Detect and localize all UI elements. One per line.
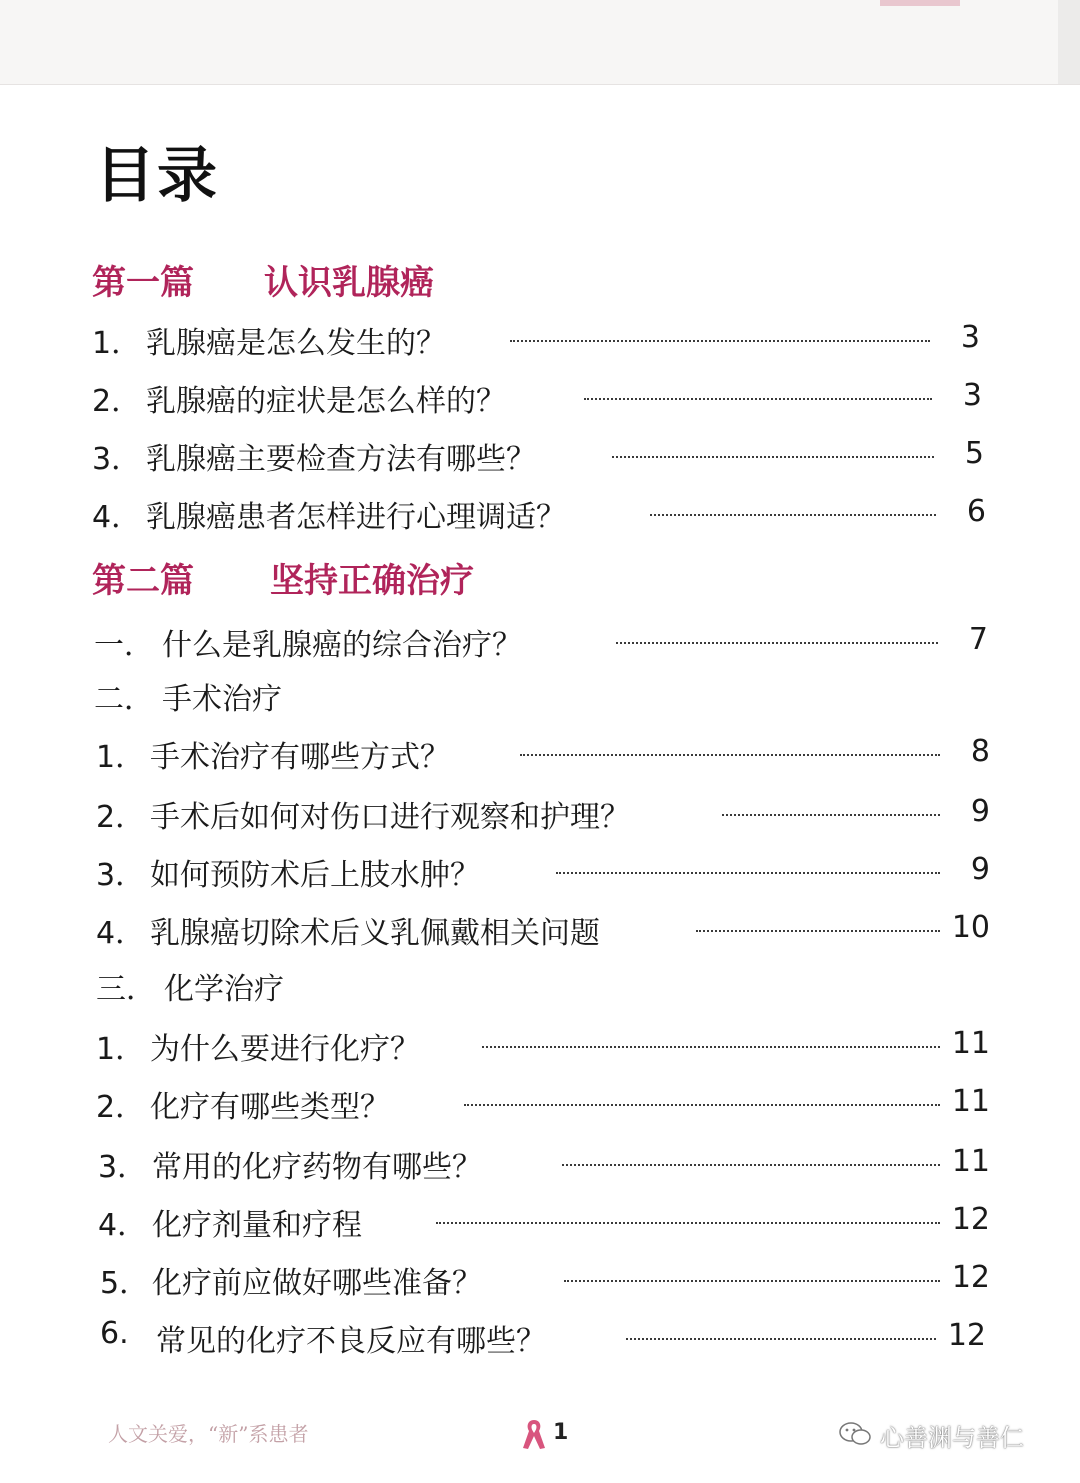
dot-leader [612, 456, 934, 458]
toc-entry[interactable] [0, 372, 1080, 419]
toc-entry[interactable] [0, 616, 1080, 663]
entry-title: 手术后如何对伤口进行观察和护理？ [150, 800, 630, 835]
entry-number: 1． [96, 740, 146, 775]
entry-page: 9 [970, 794, 990, 829]
entry-number: 4． [96, 916, 146, 951]
entry-title: 如何预防术后上肢水肿？ [150, 858, 480, 893]
entry-number: 1． [92, 326, 142, 361]
entry-page: 12 [951, 1202, 990, 1237]
entry-number: 2． [96, 800, 146, 835]
entry-title: 手术治疗 [162, 682, 282, 717]
dot-leader [722, 814, 940, 816]
dot-leader [562, 1164, 940, 1166]
entry-title: 常见的化疗不良反应有哪些？ [156, 1324, 546, 1359]
entry-title: 乳腺癌的症状是怎么样的？ [146, 384, 506, 419]
toc-subheading[interactable] [0, 960, 1080, 1007]
entry-number: 3． [96, 858, 146, 893]
pink-ribbon-icon [520, 1418, 548, 1452]
entry-number: 4． [98, 1208, 148, 1243]
page-top-edge [0, 0, 1080, 85]
toc-entry[interactable] [0, 1254, 1080, 1301]
page-right-edge [1058, 0, 1080, 84]
entry-page: 5 [964, 436, 984, 471]
entry-title: 化疗有哪些类型？ [150, 1090, 390, 1125]
entry-number: 2． [96, 1090, 146, 1125]
entry-number: 5． [100, 1266, 150, 1301]
chat-bubbles-icon [838, 1420, 872, 1448]
entry-page: 6 [966, 494, 986, 529]
entry-number: 3． [92, 442, 142, 477]
entry-page: 12 [947, 1318, 986, 1353]
entry-title: 化学治疗 [164, 972, 284, 1007]
toc-entry[interactable] [0, 1138, 1080, 1185]
entry-number: 2． [92, 384, 142, 419]
dot-leader [696, 930, 940, 932]
entry-page: 10 [951, 910, 990, 945]
toc-entry[interactable] [0, 728, 1080, 775]
dot-leader [616, 642, 938, 644]
entry-title: 乳腺癌是怎么发生的？ [146, 326, 446, 361]
entry-title: 乳腺癌切除术后义乳佩戴相关问题 [150, 916, 600, 951]
section-label: 第一篇 [92, 263, 194, 303]
top-pink-mark [880, 0, 960, 6]
toc-entry[interactable] [0, 1020, 1080, 1067]
entry-number: 三． [96, 972, 156, 1007]
entry-title: 乳腺癌主要检查方法有哪些？ [146, 442, 536, 477]
entry-title: 什么是乳腺癌的综合治疗？ [162, 628, 522, 663]
dot-leader [556, 872, 940, 874]
entry-title: 化疗前应做好哪些准备？ [152, 1266, 482, 1301]
entry-number: 二． [94, 682, 154, 717]
entry-number: 3． [98, 1150, 148, 1185]
dot-leader [650, 514, 936, 516]
entry-page: 11 [951, 1084, 990, 1119]
toc-entry[interactable] [0, 430, 1080, 477]
entry-title: 常用的化疗药物有哪些？ [152, 1150, 482, 1185]
entry-number: 4． [92, 500, 142, 535]
entry-page: 3 [962, 378, 982, 413]
toc-entry[interactable] [0, 846, 1080, 893]
section-name: 坚持正确治疗 [270, 561, 474, 601]
dot-leader [520, 754, 940, 756]
dot-leader [436, 1222, 940, 1224]
dot-leader [626, 1338, 936, 1340]
section-heading-1 [92, 255, 434, 304]
entry-number: 6. [100, 1316, 129, 1351]
entry-number: 一． [94, 628, 154, 663]
section-label: 第二篇 [92, 561, 194, 601]
toc-entry[interactable] [0, 904, 1080, 951]
entry-page: 8 [970, 734, 990, 769]
toc-entry[interactable] [0, 314, 1080, 361]
entry-page: 11 [951, 1144, 990, 1179]
toc-entry[interactable] [0, 788, 1080, 835]
dot-leader [510, 340, 930, 342]
watermark-text: 心善渊与善仁 [880, 1424, 1024, 1452]
toc-subheading[interactable] [0, 670, 1080, 717]
entry-page: 7 [968, 622, 988, 657]
entry-page: 11 [951, 1026, 990, 1061]
dot-leader [584, 398, 932, 400]
entry-page: 9 [970, 852, 990, 887]
entry-title: 乳腺癌患者怎样进行心理调适？ [146, 500, 566, 535]
footer-page-number: 1 [553, 1420, 569, 1445]
section-name: 认识乳腺癌 [264, 263, 434, 303]
entry-title: 化疗剂量和疗程 [152, 1208, 362, 1243]
entry-page: 3 [960, 320, 980, 355]
toc-entry[interactable] [0, 488, 1080, 535]
toc-entry[interactable] [0, 1078, 1080, 1125]
toc-entry[interactable] [0, 1312, 1080, 1359]
entry-page: 12 [951, 1260, 990, 1295]
dot-leader [564, 1280, 940, 1282]
dot-leader [482, 1046, 940, 1048]
entry-title: 为什么要进行化疗？ [150, 1032, 420, 1067]
footer-slogan: 人文关爱，“新”系患者 [108, 1422, 309, 1446]
entry-title: 手术治疗有哪些方式？ [150, 740, 450, 775]
entry-number: 1． [96, 1032, 146, 1067]
dot-leader [464, 1104, 940, 1106]
section-heading-2 [92, 553, 474, 602]
toc-entry[interactable] [0, 1196, 1080, 1243]
toc-title: 目录 [95, 141, 219, 211]
